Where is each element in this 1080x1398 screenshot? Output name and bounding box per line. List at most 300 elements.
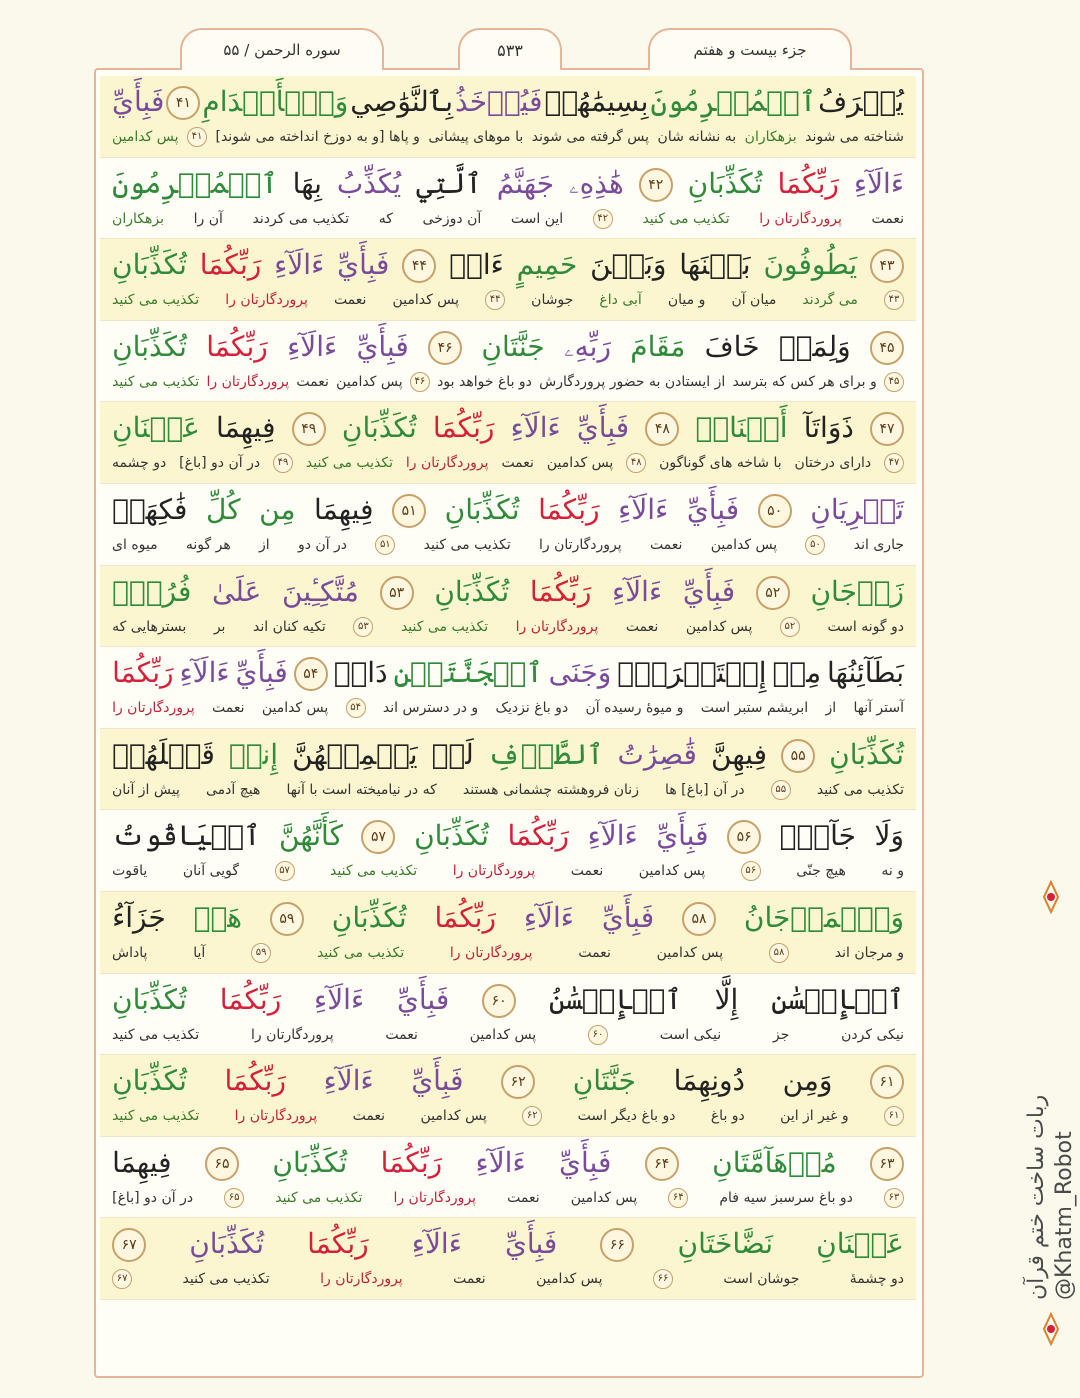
arabic-line — [100, 1143, 916, 1183]
juz-title-tab — [648, 28, 852, 70]
translation-word: پروردگارتان را — [250, 1026, 334, 1043]
translation-word: و پاها [و به دوزخ انداخته می شوند] — [215, 129, 420, 145]
translation-word: دارای درختان — [794, 455, 872, 472]
arabic-word: رَبِّكُمَا — [206, 329, 268, 363]
translation-word: جاری اند — [853, 536, 904, 553]
translation-word: پروردگارتان را — [539, 536, 622, 553]
translation-word: نیکی کردن — [841, 1026, 904, 1043]
translation-word: پروردگارتان را — [234, 1108, 318, 1125]
persian-translation-line — [100, 697, 916, 719]
translation-word: پس کدامین — [336, 373, 403, 390]
translation-word: پس کدامین — [112, 129, 179, 145]
arabic-word: فَبِأَيِّ — [601, 900, 655, 934]
arabic-word: رَبِّكُمَا — [507, 819, 569, 853]
translation-word: این است — [510, 210, 564, 227]
translation-word: و میان — [667, 292, 706, 309]
verse-row — [100, 484, 916, 566]
arabic-word: ٱلۡإِحۡسَٰنِ — [771, 982, 904, 1016]
translation-word: پس کدامین — [469, 1026, 537, 1043]
ayah-number-small-badge: ۵۴ — [346, 698, 366, 718]
translation-word: و میوۀ رسیده آن — [585, 700, 684, 717]
translation-word: به نشانه شان — [657, 129, 737, 145]
translation-word: دو باغ دیگر است — [577, 1108, 676, 1125]
arabic-line — [100, 164, 916, 204]
arabic-word: دُونِهِمَا — [673, 1064, 745, 1098]
ayah-number-badge: ۵۲ — [756, 576, 790, 610]
arabic-word: زَوۡجَانِ — [810, 574, 904, 608]
translation-word: نعمت — [501, 455, 534, 472]
arabic-word: هَلۡ — [193, 900, 243, 934]
ayah-number-small-badge: ۶۳ — [884, 1188, 904, 1208]
ayah-number-small-badge: ۶۷ — [112, 1269, 132, 1289]
arabic-word: فَبِأَيِّ — [682, 574, 736, 608]
translation-word: زنان فروهشته چشمانی هستند — [462, 781, 639, 798]
arabic-word: ءَالَآءِ — [475, 1145, 526, 1179]
ayah-number-badge: ۶۴ — [645, 1147, 679, 1181]
translation-word: آبی داغ — [599, 292, 642, 309]
ayah-number-small-badge: ۴۹ — [273, 453, 293, 473]
arabic-line — [100, 735, 916, 775]
arabic-word: وَبَيۡنَ — [590, 248, 667, 282]
persian-translation-line — [100, 779, 916, 801]
arabic-word: فِيهِمَا — [216, 411, 276, 445]
ayah-number-small-badge: ۵۶ — [741, 861, 761, 881]
ayah-number-badge: ۵۵ — [781, 739, 815, 773]
arabic-word: كُلِّ — [206, 492, 241, 526]
arabic-line — [100, 898, 916, 938]
translation-word: پروردگارتان را — [393, 1189, 477, 1206]
translation-word: تکذیب می کنید — [423, 536, 511, 553]
ayah-number-badge: ۶۶ — [600, 1228, 634, 1262]
translation-word: هیچ آدمی — [205, 781, 261, 798]
ayah-number-badge: ۶۲ — [501, 1065, 535, 1099]
arabic-word: هَٰذِهِۦ — [568, 166, 624, 200]
translation-word: نعمت — [570, 863, 604, 880]
arabic-word: فَبِأَيِّ — [337, 248, 390, 282]
ayah-number-badge: ۵۸ — [682, 902, 716, 936]
ayah-number-badge: ۵۹ — [270, 902, 304, 936]
translation-word: تکیه کنان اند — [253, 618, 326, 635]
arabic-word: ءَالَآءِ — [618, 492, 669, 526]
arabic-word: فَبِأَيِّ — [686, 492, 740, 526]
translation-word: نعمت — [871, 210, 904, 227]
arabic-word: كَأَنَّهُنَّ — [279, 819, 343, 853]
translation-word: میان آن — [731, 292, 777, 309]
verse-row — [100, 158, 916, 240]
arabic-word: عَلَىٰ — [212, 574, 262, 608]
arabic-word: خَافَ — [704, 329, 760, 363]
translation-word: پس کدامین — [536, 1271, 603, 1288]
arabic-word: بِٱلنَّوَٰصِي — [350, 85, 454, 118]
arabic-line — [100, 490, 916, 530]
ayah-number-small-badge: ۶۱ — [884, 1106, 904, 1126]
ayah-number-small-badge: ۴۶ — [410, 372, 430, 392]
ayah-number-badge: ۴۳ — [870, 249, 904, 283]
translation-word: دو باغ — [710, 1108, 745, 1125]
translation-word: پروردگارتان را — [452, 863, 536, 880]
page-number: ۵۳۳ — [497, 40, 523, 60]
arabic-word: ءَالَآءِ — [411, 1227, 462, 1261]
persian-translation-line — [100, 289, 916, 311]
ayah-number-badge: ۴۵ — [870, 331, 904, 365]
ayah-number-badge: ۵۱ — [392, 494, 426, 528]
arabic-word: تُكَذِّبَانِ — [112, 248, 187, 282]
arabic-word: وَٱلۡمَرۡجَانُ — [743, 900, 904, 934]
arabic-word: يُكَذِّبُ — [336, 166, 402, 200]
arabic-word: تُكَذِّبَانِ — [434, 574, 510, 608]
juz-title: جزء بیست و هفتم — [693, 41, 807, 59]
page-header — [100, 20, 918, 72]
ayah-number-badge: ۵۷ — [361, 820, 395, 854]
ayah-number-small-badge: ۵۸ — [769, 943, 789, 963]
arabic-word: فَٰكِهَةٖ — [112, 492, 188, 526]
ayah-number-small-badge: ۴۷ — [884, 453, 904, 473]
ayah-number-small-badge: ۶۵ — [224, 1188, 244, 1208]
ayah-number-badge: ۴۷ — [870, 412, 904, 446]
verse-row — [100, 1137, 916, 1219]
verse-row — [100, 647, 916, 729]
ornament-top-icon — [1034, 880, 1068, 914]
arabic-word: ٱلۡيَاقُوتُ — [112, 819, 261, 853]
ayah-number-small-badge: ۴۵ — [884, 372, 904, 392]
arabic-line — [100, 408, 916, 448]
translation-word: آن دوزخی — [422, 210, 482, 227]
arabic-word: ٱلۡجَنَّتَيۡنِ — [393, 656, 543, 690]
persian-translation-line — [100, 1187, 916, 1209]
arabic-word: فَبِأَيِّ — [411, 1064, 464, 1098]
translation-word: در آن دو — [297, 536, 348, 553]
ayah-number-badge: ۴۱ — [166, 86, 200, 120]
translation-word: هر گونه — [185, 536, 231, 553]
translation-word: در آن دو [باغ] — [112, 1189, 194, 1206]
translation-word: می گردند — [802, 292, 858, 309]
arabic-word: أَفۡنَانٖ — [695, 411, 788, 445]
translation-word: و مرجان اند — [834, 944, 904, 961]
ayah-number-small-badge: ۴۸ — [626, 453, 646, 473]
translation-word: از — [825, 700, 837, 717]
translation-word: پس کدامین — [638, 863, 706, 880]
arabic-line — [100, 1224, 916, 1264]
arabic-word: تُكَذِّبَانِ — [112, 1064, 187, 1098]
translation-word: و غیر از این — [780, 1108, 849, 1125]
arabic-word: إِنسٞ — [228, 737, 279, 771]
ayah-number-small-badge: ۶۶ — [653, 1269, 673, 1289]
ayah-number-small-badge: ۵۰ — [805, 535, 825, 555]
ayah-number-badge: ۵۳ — [380, 576, 414, 610]
arabic-word: بَطَآئِنُهَا — [827, 656, 904, 690]
arabic-word: ٱلۡمُجۡرِمُونَ — [112, 166, 278, 200]
ayah-number-badge: ۴۶ — [428, 331, 462, 365]
ayah-number-small-badge: ۴۱ — [187, 127, 207, 147]
arabic-word: تُكَذِّبَانِ — [112, 982, 187, 1016]
translation-word: که در نیامیخته است با آنها — [286, 781, 437, 798]
arabic-word: ءَالَآءِ — [274, 248, 325, 282]
arabic-word: فَبِأَيِّ — [576, 411, 630, 445]
verse-row — [100, 321, 916, 403]
translation-word: آن را — [193, 210, 223, 227]
translation-word: پس کدامین — [656, 944, 724, 961]
persian-translation-line — [100, 616, 916, 638]
translation-word: گویی آنان — [182, 863, 240, 880]
arabic-word: وَمِن — [782, 1064, 833, 1098]
arabic-word: رَبِّهِۦ — [564, 329, 611, 363]
arabic-word: تُكَذِّبَانِ — [444, 492, 520, 526]
arabic-line — [100, 816, 916, 856]
persian-translation-line — [100, 371, 916, 393]
translation-word: هیچ جنّی — [796, 863, 846, 880]
translation-word: جز — [772, 1026, 790, 1043]
arabic-word: فِيهِمَا — [314, 492, 374, 526]
translation-word: تکذیب می کنید — [305, 455, 394, 472]
translation-word: با موهای پیشانی — [428, 129, 524, 145]
translation-word: پس کدامین — [420, 1108, 487, 1125]
persian-translation-line — [100, 126, 916, 148]
translation-word: تکذیب می کردند — [252, 210, 350, 227]
translation-word: نعمت — [507, 1189, 540, 1206]
translation-word: دو باغ خواهد بود — [437, 373, 532, 390]
translation-word: نعمت — [453, 1271, 486, 1288]
translation-word: دو باغ نزدیک — [495, 700, 569, 717]
translation-word: پس کدامین — [570, 1189, 638, 1206]
translation-word: پس کدامین — [392, 292, 459, 309]
translation-word: دو چشمه — [112, 455, 167, 472]
arabic-word: تُكَذِّبَانِ — [341, 411, 417, 445]
arabic-word: وَجَنَى — [548, 656, 612, 690]
verse-rows — [100, 76, 916, 1300]
ayah-number-small-badge: ۶۴ — [668, 1188, 688, 1208]
arabic-word: ءَالَآءِ — [323, 1064, 374, 1098]
arabic-word: عَيۡنَانِ — [816, 1227, 904, 1261]
verse-row — [100, 239, 916, 321]
translation-word: پس کدامین — [710, 536, 778, 553]
ayah-number-badge: ۵۰ — [758, 494, 792, 528]
page-number-tab — [458, 28, 562, 70]
arabic-word: قَبۡلَهُمۡ — [112, 737, 215, 771]
persian-translation-line — [100, 1268, 916, 1290]
ayah-number-badge: ۶۷ — [112, 1228, 146, 1262]
arabic-word: ءَالَآءِ — [179, 656, 230, 690]
arabic-word: تُكَذِّبَانِ — [272, 1145, 348, 1179]
translation-word: از — [259, 536, 270, 553]
arabic-word: ٱلۡمُجۡرِمُونَ — [650, 85, 817, 118]
translation-word: پس کدامین — [546, 455, 614, 472]
translation-word: شناخته می شوند — [805, 129, 904, 145]
arabic-word: فَبِأَيِّ — [396, 982, 450, 1016]
translation-word: تکذیب می کنید — [112, 1108, 200, 1125]
arabic-word: ٱلَّتِي — [416, 166, 482, 200]
arabic-word: فَبِأَيِّ — [505, 1227, 558, 1261]
arabic-word: تُكَذِّبَانِ — [112, 329, 187, 363]
translation-word: دو گونه است — [827, 618, 904, 635]
persian-translation-line — [100, 452, 916, 474]
arabic-line — [100, 82, 916, 122]
arabic-word: تُكَذِّبَانِ — [829, 737, 904, 771]
arabic-word: لَمۡ — [431, 737, 474, 771]
arabic-word: مِنۡ — [772, 656, 822, 690]
arabic-word: ءَالَآءِ — [523, 900, 574, 934]
arabic-line — [100, 572, 916, 612]
ayah-number-small-badge: ۵۳ — [353, 617, 373, 637]
translation-word: و برای هر کس که بترسد — [732, 373, 877, 390]
watermark-handle: @Khatm_Robot — [1052, 1131, 1077, 1300]
arabic-word: بِهَا — [292, 166, 322, 200]
translation-word: نعمت — [649, 536, 683, 553]
arabic-word: جَهَنَّمُ — [496, 166, 555, 200]
arabic-word: رَبِّكُمَا — [432, 411, 495, 445]
translation-word: که — [378, 210, 393, 227]
translation-word: تکذیب می کنید — [400, 618, 489, 635]
arabic-word: ءَالَآءِ — [314, 982, 365, 1016]
ayah-number-badge: ۴۲ — [639, 168, 673, 202]
translation-word: آیا — [193, 944, 206, 961]
arabic-word: فَبِأَيِّ — [656, 819, 709, 853]
arabic-word: يَطُوفُونَ — [763, 248, 858, 282]
arabic-word: فَبِأَيِّ — [112, 85, 165, 118]
ayah-number-small-badge: ۵۷ — [275, 861, 295, 881]
translation-word: بزهکاران — [112, 210, 164, 227]
persian-translation-line — [100, 860, 916, 882]
arabic-line — [100, 980, 916, 1020]
ayah-number-small-badge: ۵۲ — [780, 617, 800, 637]
ayah-number-small-badge: ۶۰ — [588, 1025, 608, 1045]
verse-row — [100, 76, 916, 158]
translation-word: پروردگارتان را — [405, 455, 489, 472]
translation-word: تکذیب می کنید — [316, 944, 405, 961]
arabic-word: جَآنّٞ — [779, 819, 856, 853]
translation-word: نعمت — [212, 700, 245, 717]
arabic-word: وَلَا — [874, 819, 904, 853]
arabic-word: ءَالَآءِ — [853, 166, 904, 200]
translation-word: تکذیب می کنید — [330, 863, 418, 880]
persian-translation-line — [100, 942, 916, 964]
ayah-number-badge: ۶۵ — [205, 1147, 239, 1181]
arabic-word: فَبِأَيِّ — [235, 656, 288, 690]
arabic-word: نَضَّاخَتَانِ — [677, 1227, 774, 1261]
arabic-word: مُدۡهَآمَّتَانِ — [712, 1145, 837, 1179]
arabic-word: تُكَذِّبَانِ — [189, 1227, 265, 1261]
translation-word: ابریشم ستبر است — [700, 700, 809, 717]
translation-word: پیش از آنان — [112, 781, 180, 798]
arabic-word: مَقَامَ — [630, 329, 686, 363]
arabic-word: إِلَّا — [714, 982, 739, 1016]
arabic-word: رَبِّكُمَا — [224, 1064, 286, 1098]
translation-word: از ایستادن به حضور پروردگارش — [539, 373, 726, 390]
translation-word: نیکی است — [659, 1026, 722, 1043]
arabic-word: ءَانٖ — [449, 248, 504, 282]
verse-row — [100, 402, 916, 484]
arabic-word: رَبِّكُمَا — [434, 900, 496, 934]
translation-word: در آن [باغ] ها — [665, 781, 745, 798]
translation-word: پروردگارتان را — [206, 373, 290, 390]
translation-word: بسترهایی که — [112, 618, 187, 635]
translation-word: تکذیب می کنید — [112, 292, 200, 309]
verse-row — [100, 729, 916, 811]
surah-title-tab — [180, 28, 384, 70]
verse-row — [100, 566, 916, 648]
arabic-line — [100, 1061, 916, 1101]
arabic-word: رَبِّكُمَا — [307, 1227, 369, 1261]
arabic-word: جَزَآءُ — [112, 900, 166, 934]
arabic-word: ذَوَاتَآ — [803, 411, 854, 445]
arabic-word: مُتَّكِـِٔينَ — [282, 574, 359, 608]
arabic-word: فَبِأَيِّ — [356, 329, 409, 363]
translation-word: جوشان — [531, 292, 574, 309]
translation-word: پروردگارتان را — [449, 944, 533, 961]
translation-word: پس کدامین — [685, 618, 753, 635]
arabic-word: ٱلۡإِحۡسَٰنُ — [548, 982, 682, 1016]
translation-word: در آن دو [باغ] — [179, 455, 261, 472]
translation-word: آستر آنها — [853, 700, 904, 717]
translation-word: پروردگارتان را — [320, 1271, 403, 1288]
verse-row — [100, 892, 916, 974]
arabic-word: فِيهِمَا — [112, 1145, 172, 1179]
persian-translation-line — [100, 208, 916, 230]
ayah-number-badge: ۵۶ — [727, 820, 761, 854]
arabic-word: يُعۡرَفُ — [818, 85, 904, 118]
translation-word: با شاخه های گوناگون — [659, 455, 782, 472]
arabic-word: وَلِمَنۡ — [778, 329, 851, 363]
ayah-number-small-badge: ۵۱ — [375, 535, 395, 555]
arabic-word: رَبِّكُمَا — [112, 656, 174, 690]
arabic-word: بَيۡنَهَا — [679, 248, 751, 282]
translation-word: دو چشمۀ — [849, 1271, 904, 1288]
translation-word: پروردگارتان را — [225, 292, 308, 309]
arabic-line — [100, 327, 916, 367]
translation-word: میوه ای — [112, 536, 158, 553]
arabic-word: عَيۡنَانِ — [112, 411, 200, 445]
surah-title: سوره الرحمن / ۵۵ — [223, 41, 341, 59]
translation-word: تکذیب می کنید — [182, 1271, 270, 1288]
arabic-word: رَبِّكُمَا — [199, 248, 262, 282]
arabic-word: رَبِّكُمَا — [529, 574, 592, 608]
ayah-number-small-badge: ۵۹ — [251, 943, 271, 963]
arabic-word: ءَالَآءِ — [287, 329, 338, 363]
translation-word: پروردگارتان را — [759, 210, 842, 227]
translation-word: پس گرفته می شوند — [531, 129, 650, 145]
arabic-line — [100, 245, 916, 285]
translation-word: نعمت — [625, 618, 659, 635]
translation-word: تکذیب می کنید — [275, 1189, 363, 1206]
arabic-line — [100, 653, 916, 693]
arabic-word: فُرُشِۭ — [112, 574, 192, 608]
verse-row — [100, 810, 916, 892]
arabic-word: فِيهِنَّ — [711, 737, 768, 771]
arabic-word: جَنَّتَانِ — [481, 329, 545, 363]
arabic-word: جَنَّتَانِ — [572, 1064, 636, 1098]
arabic-word: ءَالَآءِ — [587, 819, 638, 853]
arabic-word: بِسِيمَٰهُمۡ — [544, 85, 649, 118]
ayah-number-badge: ۴۴ — [402, 249, 436, 283]
ornament-bottom-icon — [1034, 1312, 1068, 1346]
arabic-word: تُكَذِّبَانِ — [687, 166, 763, 200]
arabic-word: رَبِّكُمَا — [380, 1145, 443, 1179]
arabic-word: فَبِأَيِّ — [559, 1145, 612, 1179]
ayah-number-badge: ۶۱ — [870, 1065, 904, 1099]
ayah-number-badge: ۶۰ — [482, 984, 516, 1018]
translation-word: بر — [213, 618, 226, 635]
ayah-number-badge: ۶۳ — [870, 1147, 904, 1181]
translation-word: تکذیب می کنید — [112, 1026, 200, 1043]
ayah-number-small-badge: ۴۲ — [593, 209, 613, 229]
arabic-word: مِن — [259, 492, 296, 526]
arabic-word: دَانٖ — [333, 656, 388, 690]
translation-word: جوشان است — [723, 1271, 800, 1288]
arabic-word: رَبِّكُمَا — [777, 166, 839, 200]
translation-word: پروردگارتان را — [112, 700, 195, 717]
verse-row — [100, 1055, 916, 1137]
ayah-number-small-badge: ۵۵ — [771, 780, 791, 800]
watermark-name: ربات ساخت ختم قرآن — [1024, 1094, 1049, 1300]
